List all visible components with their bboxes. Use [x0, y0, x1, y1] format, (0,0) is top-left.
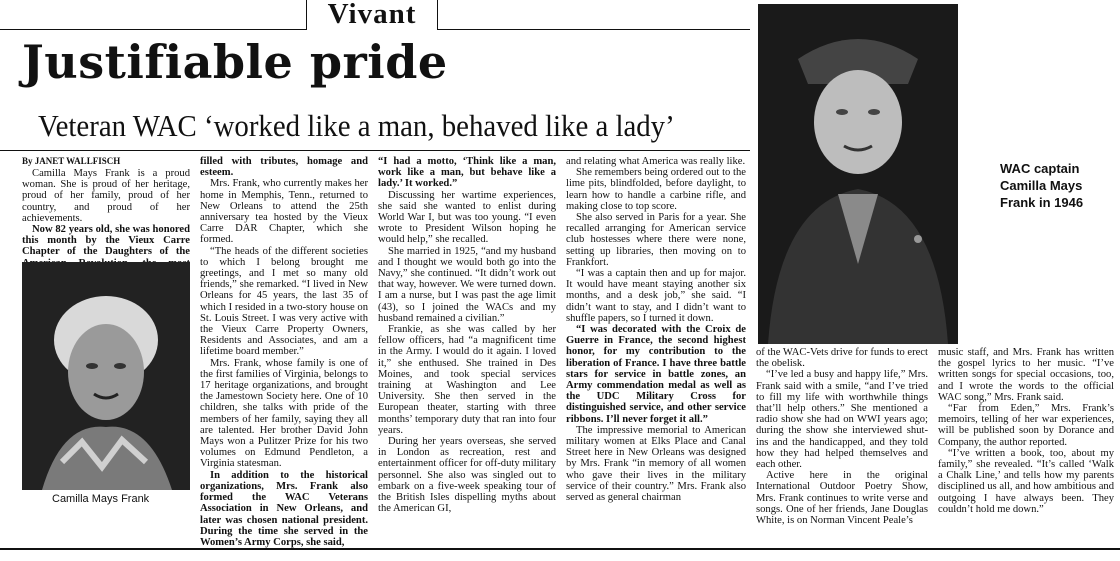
paragraph: “Far from Eden,” Mrs. Frank’s memoirs, telling of her war experiences, will be published soon by Dorance and Company, the author reported.: [938, 403, 1114, 448]
paragraph: and relating what America was really like.: [566, 156, 746, 167]
portrait-photo-left: [22, 262, 190, 490]
top-rule-right: [438, 29, 750, 30]
paragraph: of the WAC-Vets drive for funds to erect the obelisk.: [756, 347, 928, 370]
paragraph: “I was a captain then and up for major. It would have meant staying another six months, and a desk job,” she said. “I didn’t want to stay, and I didn’t want to shuffle papers, so I turned it down.: [566, 268, 746, 324]
column-5: [756, 347, 928, 526]
paragraph: “I’ve led a busy and happy life,” Mrs. Frank said with a smile, “and I’ve tried to fill my life with worthwhile things that’ll help others.” She mentioned a radio show she had on WWI years ago; during the show she interviewed shut-ins and the handicapped, and they told how they had helped themselves and each other.: [756, 369, 928, 471]
byline: By JANET WALLFISCH: [22, 156, 121, 166]
paragraph: Frankie, as she was called by her fellow officers, had “a magnificent time in the Army. I would do it again. I loved it,” she enthused. She trained in Des Moines, and took special services training at Washington and Lee University. She then served in the European theater, starting with three months’ temporary duty that ran into four years.: [378, 324, 556, 436]
portrait-photo-right: [758, 4, 958, 344]
paragraph: During her years overseas, she served in London as recreation, rest and entertainment officer for off-duty military personnel. She also was singled out to embark on a five-week speaking tour of the British Isles dispelling myths about the American GI,: [378, 436, 556, 515]
portrait-image: [22, 262, 190, 490]
paragraph: Discussing her wartime experiences, she said she wanted to enlist during World War I, but was too young. “I even wrote to President Wilson hoping he would help,” she recalled.: [378, 189, 556, 246]
paragraph: The impressive memorial to American military women at Elks Place and Canal Street here in New Orleans was designed by Mrs. Frank “in memory of all women who gave their lives in the military service of their country.” Mrs. Frank also served as general chairman: [566, 424, 746, 504]
paragraph: Mrs. Frank, who currently makes her home in Memphis, Tenn., returned to New Orleans to attend the 25th anniversary tea hosted by the Vieux Carre DAR Chapter, which she formed.: [200, 178, 368, 246]
paragraph: In addition to the historical organizations, Mrs. Frank also formed the WAC Veterans Association in New Orleans, and later was chosen national president. During the time she served in the Women’s Army Corps, she said,: [200, 469, 368, 548]
paragraph: filled with tributes, homage and esteem.: [200, 156, 368, 179]
paragraph: music staff, and Mrs. Frank has written the gospel lyrics to her music. “I’ve written songs for special occasions, too, and I wrote the words to the official WAC song,” Mrs. Frank said.: [938, 347, 1114, 403]
bottom-rule: [0, 548, 1120, 550]
paragraph: Mrs. Frank, whose family is one of the first families of Virginia, belongs to 17 heritage organizations, and brought the Jamestown Society here. One of 10 children, she talks with pride of the members of her family, saying they all are talented. Her brother David John Mays won a Pulitzer Prize for his two volumes on Edmund Pendleton, a Virginia statesman.: [200, 357, 368, 470]
top-rule-left: [0, 29, 306, 30]
paragraph: “I’ve written a book, too, about my family,” she revealed. “It’s called ‘Walk a Chalk Line,’ and tells how my parents disciplined us all, and how ambitious and outgoing I have always been. They couldn’t hold me down.”: [938, 447, 1114, 515]
paragraph: “The heads of the different societies to which I belong brought me greetings, and I met so many old friends,” she remarked. “I lived in New Orleans for 45 years, the last 35 of which I resided in a two-story house on St. Louis Street. I was very active with the Vieux Carre Property Owners, Residents and Associates, and am a lifetime board member.”: [200, 245, 368, 358]
paragraph: She also served in Paris for a year. She recalled arranging for American service club hostesses where there were none, setting up libraries, then moving on to Frankfort.: [566, 212, 746, 268]
paragraph: “I had a motto, ‘Think like a man, work like a man, but behave like a lady.’ It worked.”: [378, 156, 556, 190]
paragraph: “I was decorated with the Croix de Guerre in France, the second highest honor, for my contribution to the liberation of France. I have three battle stars for service in battle zones, an Army commendation medal as well as the UDC Military Cross for distinguished service, and other service ribbons. I’ll never forget it all.”: [566, 324, 746, 425]
paragraph: Now 82 years old, she was honored this month by the Vieux Carre Chapter of the Daughters of the: [22, 224, 190, 258]
column-2: [200, 156, 368, 548]
headline: Justifiable pride: [22, 35, 448, 89]
column-3: [378, 156, 556, 515]
deck-rule: [0, 150, 750, 151]
photo-caption-left: Camilla Mays Frank: [52, 493, 150, 505]
paragraph: Active here in the original International Outdoor Poetry Show, Mrs. Frank continues to write verse and songs. One of her friends, Jane Douglas White, is on Norman Vincent Peale’s: [756, 470, 928, 527]
deck: Veteran WAC ‘worked like a man, behaved like a lady’: [38, 108, 675, 143]
uniform-portrait-image: [758, 4, 958, 344]
section-label: Vivant: [327, 0, 417, 30]
paragraph: She married in 1925, “and my husband and I thought we would both go into the Navy,” she continued. “It didn’t work out that way, however. We were turned down. I am a nurse, but I was past the age limit (43), so I joined the WACs and my husband remained a civilian.”: [378, 245, 556, 324]
paragraph: Camilla Mays Frank is a proud woman. She is proud of her heritage, proud of her family, proud of her country, and proud of her achievements.: [22, 168, 190, 224]
column-4: [566, 156, 746, 503]
column-6: [938, 347, 1114, 515]
paragraph: She remembers being ordered out to the lime pits, blindfolded, before daylight, to learn how to handle a carbine rifle, and making close to top score.: [566, 167, 746, 212]
photo-caption-right: WAC captain Camilla Mays Frank in 1946: [1000, 161, 1084, 210]
